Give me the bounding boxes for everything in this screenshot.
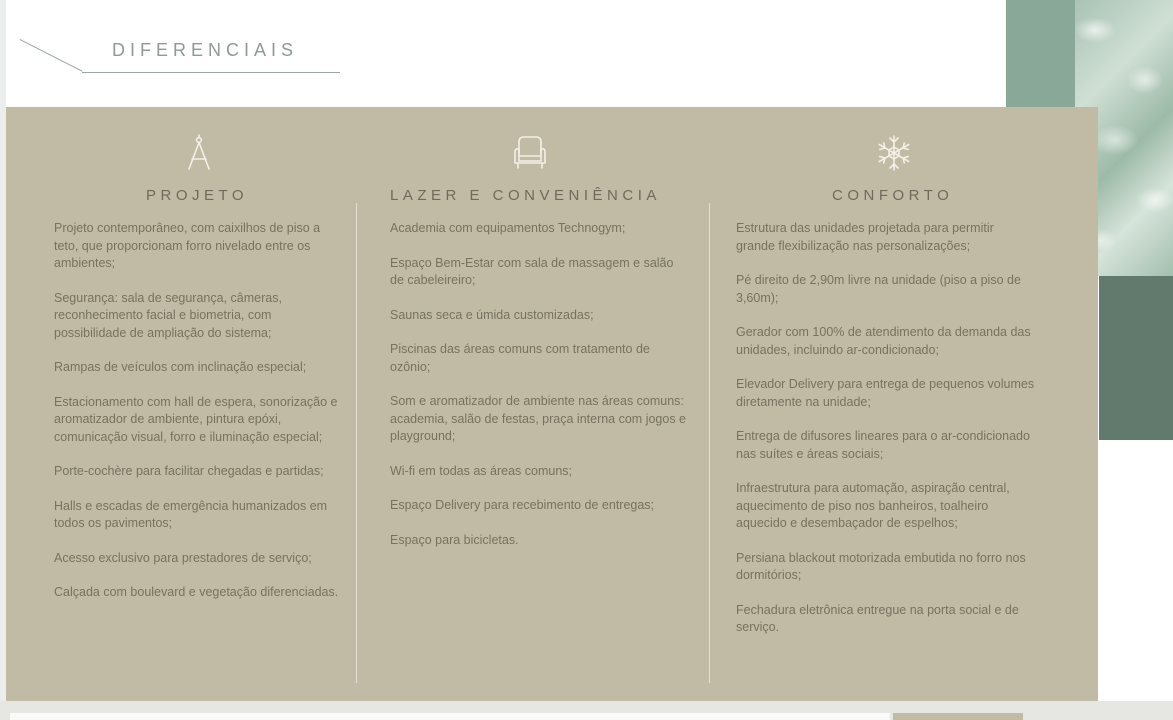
list-item: Estrutura das unidades projetada para permitir grande flexibilização nas personalizações; bbox=[736, 221, 994, 253]
list-item: Porte-cochère para facilitar chegadas e partidas; bbox=[54, 464, 324, 478]
list-item: Elevador Delivery para entrega de pequenos volumes diretamente na unidade; bbox=[736, 377, 1035, 409]
next-page-tan-edge bbox=[893, 713, 1023, 720]
list-item: Infraestrutura para automação, aspiração central, aquecimento de piso nos banheiros, toalheiro aquecido e desembaçador de espelhos; bbox=[736, 481, 1010, 530]
list-item: Segurança: sala de segurança, câmeras, reconhecimento facial e biometria, com possibilidade de ampliação do sistema; bbox=[54, 290, 282, 340]
list-item: Persiana blackout motorizada embutida no forro nos dormitórios; bbox=[736, 550, 1026, 582]
list-item: Gerador com 100% de atendimento da demanda das unidades, incluindo ar-condicionado; bbox=[736, 325, 1031, 357]
list-item: Acesso exclusivo para prestadores de serviço; bbox=[54, 550, 312, 565]
feature-list bbox=[54, 220, 344, 619]
list-item: Fechadura eletrônica entregue na porta social e de serviço. bbox=[736, 602, 1019, 634]
decorative-green-block bbox=[1006, 0, 1076, 108]
list-item: Calçada com boulevard e vegetação diferenciadas. bbox=[54, 585, 339, 599]
feature-list bbox=[390, 220, 690, 566]
section-title: DIFERENCIAIS bbox=[112, 40, 299, 60]
list-item: Pé direito de 2,90m livre na unidade (piso a piso de 3,60m); bbox=[736, 273, 1021, 305]
list-item: Espaço para bicicletas. bbox=[390, 532, 519, 547]
list-item: Rampas de veículos com inclinação especial; bbox=[54, 360, 307, 374]
list-item: Estacionamento com hall de espera, sonorização e aromatizador de ambiente, pintura epóxi, comunicação visual, forro e iluminação especial; bbox=[54, 394, 338, 444]
column-title: PROJETO bbox=[146, 187, 249, 204]
snowflake-icon bbox=[874, 133, 914, 173]
list-item: Halls e escadas de emergência humanizados em todos os pavimentos; bbox=[54, 498, 328, 530]
column-title: LAZER E CONVENIÊNCIA bbox=[390, 187, 661, 204]
header-underline bbox=[82, 72, 340, 73]
list-item: Saunas seca e úmida customizadas; bbox=[390, 307, 594, 322]
column-divider bbox=[709, 203, 710, 683]
list-item: Projeto contemporâneo, com caixilhos de piso a teto, que proporcionam forro nivelado entre os ambientes; bbox=[54, 221, 321, 270]
features-panel bbox=[6, 107, 1098, 701]
list-item: Academia com equipamentos Technogym; bbox=[390, 221, 626, 235]
list-item: Wi-fi em todas as áreas comuns; bbox=[390, 463, 573, 478]
next-page-edge bbox=[10, 713, 890, 720]
column-title: CONFORTO bbox=[832, 187, 954, 204]
list-item: Som e aromatizador de ambiente nas áreas comuns: academia, salão de festas, praça interna com jogos e playground; bbox=[390, 394, 687, 443]
list-item: Piscinas das áreas comuns com tratamento de ozônio; bbox=[390, 342, 650, 374]
list-item: Entrega de difusores lineares para o ar-condicionado nas suítes e áreas sociais; bbox=[736, 429, 1030, 461]
decorative-dark-green-block bbox=[1099, 276, 1173, 440]
armchair-icon bbox=[510, 133, 550, 173]
column-divider bbox=[356, 203, 357, 683]
list-item: Espaço Delivery para recebimento de entregas; bbox=[390, 498, 655, 512]
compass-icon bbox=[179, 133, 219, 173]
list-item: Espaço Bem-Estar com sala de massagem e salão de cabeleireiro; bbox=[390, 255, 674, 287]
feature-list bbox=[736, 220, 1036, 654]
